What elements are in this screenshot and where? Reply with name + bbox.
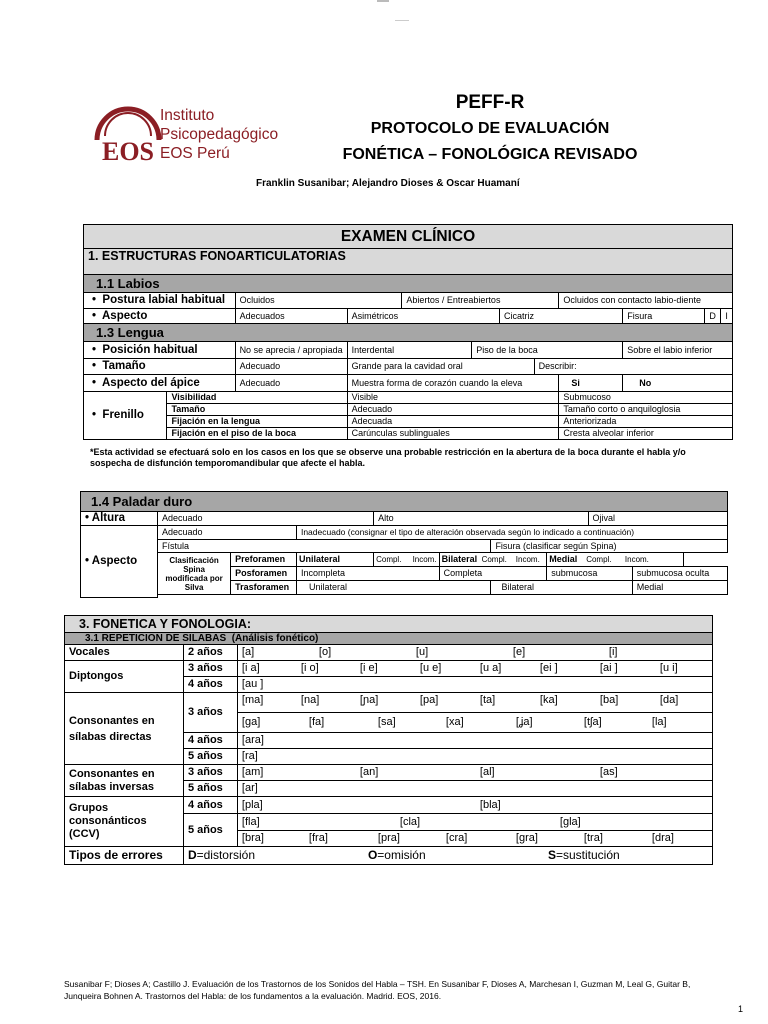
logo-line-2: Psicopedagógico [160,126,279,143]
logo-line-1: Instituto [160,107,215,124]
preforamen-bi-incom[interactable]: Incom. [515,555,540,564]
paladar-inadecuado[interactable]: Inadecuado (consignar el tipo de alteración observada según lo indicado a continuación) [296,526,727,540]
inversas-items [237,765,712,781]
cons-ma[interactable]: [ma] [241,694,264,706]
paladar-table [80,491,728,598]
apice-no[interactable]: No [623,375,733,392]
error-s [548,849,620,862]
paladar-adecuado[interactable]: Adecuado [158,526,297,540]
dip-au[interactable]: [au ] [237,677,712,693]
tamano-opt-2[interactable]: Grande para la cavidad oral [347,359,534,375]
apice-opt-1[interactable]: Adecuado [235,375,347,392]
posicion-opt-4[interactable]: Sobre el labio inferior [623,342,733,359]
frenillo-row1-label: Visibilidad [167,392,347,404]
exam-title: EXAMEN CLÍNICO [84,225,733,249]
preforamen-uni-compl[interactable]: Compl. [376,555,402,564]
dip-ue[interactable]: [u e] [419,662,442,674]
note-text: *Esta actividad se efectuará solo en los casos en los que se observe una probable restricción en la abertura de la boca durante el habla y/o sospecha de disfunción temporomandibular que afecte el habla. [90,447,686,468]
cons-ba[interactable]: [ba] [599,694,619,706]
inversas-age-2: 5 años [183,781,237,797]
inv-as[interactable]: [as] [599,766,618,778]
diptongos-age-2: 4 años [183,677,237,693]
posicion-opt-2[interactable]: Interdental [347,342,472,359]
grp-fla[interactable]: [fla] [241,815,260,828]
cons-da[interactable]: [da] [659,694,679,706]
labios-title: 1.1 Labios [84,275,733,293]
trasforamen-bilateral[interactable]: Bilateral [491,581,632,595]
doc-subtitle-1: PROTOCOLO DE EVALUACIÓN [370,120,610,137]
cons-na[interactable]: [na] [300,694,320,706]
dip-ua[interactable]: [u a] [479,662,502,674]
altura-label: • Altura [81,512,158,526]
frenillo-row4-opt1[interactable]: Carúnculas sublinguales [347,428,559,440]
vocales-label: Vocales [65,645,184,661]
cons-cha[interactable]: [tʃa] [583,716,602,728]
grp-cra[interactable]: [cra] [445,831,468,844]
preforamen-bi-compl[interactable]: Compl. [481,555,507,564]
dip-ia[interactable]: [i a] [241,662,260,674]
errores-label: Tipos de errores [65,847,184,865]
apice-label: • Aspecto del ápice [84,375,236,392]
vocal-o[interactable]: [o] [318,646,332,658]
cons-ra[interactable]: [ra] [237,749,712,765]
grp-bra[interactable]: [bra] [241,831,264,844]
labios-aspecto-asimetricos[interactable]: Asimétricos [347,309,499,324]
frenillo-row4-opt2[interactable]: Cresta alveolar inferior [559,428,733,440]
grp-tra[interactable]: [tra] [583,831,603,844]
paladar-fisura[interactable]: Fisura (clasificar según Spina) [491,540,728,553]
altura-opt-1[interactable]: Adecuado [158,512,374,526]
preforamen-medial: Medial [549,554,578,564]
directas-items [237,693,712,733]
apice-opt-2[interactable]: Muestra forma de corazón cuando la eleva [347,375,559,392]
frenillo-row3-opt2[interactable]: Anteriorizada [559,416,733,428]
frenillo-row1-opt2[interactable]: Submucoso [559,392,733,404]
labios-aspecto-label: • Aspecto [84,309,236,324]
frenillo-row1-opt1[interactable]: Visible [347,392,559,404]
svg-text:EOS: EOS [101,137,155,166]
trasforamen-unilateral[interactable]: Unilateral [296,581,490,595]
trasforamen-label: Trasforamen [231,581,297,595]
apice-si[interactable]: Si [559,375,623,392]
grp-fra[interactable]: [fra] [308,831,328,844]
paladar-aspecto-label: • Aspecto [81,526,158,598]
fonetica-table [64,615,713,865]
posforamen-label: Posforamen [231,567,297,581]
postura-opt-contacto[interactable]: Ocluidos con contacto labio-diente [559,293,733,309]
labios-aspecto-adecuados[interactable]: Adecuados [235,309,347,324]
cons-pa[interactable]: [pa] [419,694,439,706]
cons-ara[interactable]: [ara] [237,733,712,749]
labios-aspecto-cicatriz[interactable]: Cicatriz [500,309,623,324]
postura-opt-abiertos[interactable]: Abiertos / Entreabiertos [402,293,559,309]
grupos-age-2: 5 años [183,814,237,847]
preforamen-med-compl[interactable]: Compl. [586,555,612,564]
postura-label: • Postura labial habitual [84,293,236,309]
grupos-items-2 [237,814,712,847]
grp-cla[interactable]: [cla] [399,815,421,828]
grp-pla[interactable]: [pla] [241,798,263,811]
diptongos-items [237,661,712,677]
posforamen-completa[interactable]: Completa [439,567,547,581]
page-number: 1 [738,1004,744,1014]
inv-al[interactable]: [al] [479,766,495,778]
altura-opt-2[interactable]: Alto [374,512,588,526]
dip-ie[interactable]: [i e] [359,662,378,674]
fonetica-subtitle-normal: (Análisis fonético) [231,633,319,644]
frenillo-row2-opt1[interactable]: Adecuado [347,404,559,416]
fonetica-title: 3. FONETICA Y FONOLOGIA: [65,616,713,633]
error-d [188,849,255,862]
labios-aspecto-d[interactable]: D [705,309,721,324]
altura-opt-3[interactable]: Ojival [588,512,727,526]
labios-aspecto-i[interactable]: I [721,309,733,324]
grp-dra[interactable]: [dra] [651,831,674,844]
error-s-text: =sustitución [555,847,620,862]
directas-age-1: 3 años [183,693,237,733]
paladar-spacer [158,595,728,598]
posforamen-incompleta[interactable]: Incompleta [296,567,439,581]
vocal-a[interactable]: [a] [241,646,255,658]
cons-sa[interactable]: [sa] [377,716,396,728]
posicion-opt-1[interactable]: No se aprecia / apropiada [235,342,347,359]
directas-age-3: 5 años [183,749,237,765]
inversas-age-1: 3 años [183,765,237,781]
frenillo-row4-label: Fijación en el piso de la boca [167,428,347,440]
cons-nya[interactable]: [ɲa] [359,694,379,706]
frenillo-row2-label: Tamaño [167,404,347,416]
inversas-label: Consonantes en sílabas inversas [65,765,184,797]
vocal-u[interactable]: [u] [415,646,429,658]
tamano-opt-1[interactable]: Adecuado [235,359,347,375]
posforamen-submucosa[interactable]: submucosa [547,567,632,581]
labios-aspecto-fisura[interactable]: Fisura [623,309,705,324]
cons-ya[interactable]: [ʝa] [515,716,533,728]
authors: Franklin Susanibar; Alejandro Dioses & Oscar Huamaní [256,178,520,189]
grp-gra[interactable]: [gra] [515,831,538,844]
grupos-items [237,797,712,814]
top-mark-2 [395,20,409,21]
section1-title: 1. ESTRUCTURAS FONOARTICULATORIAS [84,249,733,275]
directas-label: Consonantes en sílabas directas [65,693,184,765]
top-mark [377,0,389,2]
frenillo-row3-label: Fijación en la lengua [167,416,347,428]
frenillo-label: • Frenillo [84,392,167,440]
doc-title: PEFF-R [455,92,525,113]
vocales-age: 2 años [183,645,237,661]
tamano-label: • Tamaño [84,359,236,375]
cons-fa[interactable]: [fa] [308,716,325,728]
diptongos-label: Diptongos [65,661,184,693]
fonetica-subtitle-bold: 3.1 REPETICION DE SILABAS [85,633,227,644]
postura-opt-ocluidos[interactable]: Ocluidos [235,293,402,309]
preforamen-uni-incom[interactable]: Incom. [412,555,437,564]
frenillo-row3-opt1[interactable]: Adecuada [347,416,559,428]
cons-ka[interactable]: [ka] [539,694,558,706]
examen-clinico-table [83,224,733,440]
error-d-letter: D [187,847,197,862]
preforamen-label: Preforamen [231,553,297,567]
dip-io[interactable]: [i o] [300,662,319,674]
cons-la[interactable]: [la] [651,716,667,728]
error-o-text: =omisión [377,847,426,862]
grp-bla[interactable]: [bla] [479,798,501,811]
error-d-text: =distorsión [196,847,255,862]
trasforamen-medial[interactable]: Medial [632,581,727,595]
vocales-items [237,645,712,661]
doc-subtitle-2: FONÉTICA – FONOLÓGICA REVISADO [342,146,638,163]
cons-xa[interactable]: [xa] [445,716,464,728]
logo-line-3: EOS Perú [160,145,230,162]
posicion-label: • Posición habitual [84,342,236,359]
directas-age-2: 4 años [183,733,237,749]
paladar-fistula[interactable]: Fístula [158,540,491,553]
dip-ei[interactable]: [ei ] [539,662,558,674]
tamano-describir[interactable]: Describir: [534,359,732,375]
errores-items [183,847,712,865]
frenillo-row2-opt2[interactable]: Tamaño corto o anquiloglosia [559,404,733,416]
grp-pra[interactable]: [pra] [377,831,400,844]
inv-an[interactable]: [an] [359,766,379,778]
clasificacion-label: Clasificación Spina modificada por Silva [158,553,231,595]
preforamen-bilateral-cell[interactable] [439,553,547,567]
preforamen-uni-compl-incom[interactable] [374,553,439,567]
lengua-title: 1.3 Lengua [84,324,733,342]
vocal-e[interactable]: [e] [512,646,526,658]
error-o [368,849,426,862]
diptongos-age-1: 3 años [183,661,237,677]
preforamen-bilateral: Bilateral [441,554,478,564]
fonetica-subtitle [65,633,713,645]
dip-ai[interactable]: [ai ] [599,662,618,674]
error-s-letter: S [547,847,556,862]
preforamen-unilateral-group [296,553,373,567]
eos-logo-icon [93,104,163,166]
cons-ga[interactable]: [ga] [241,716,261,728]
grupos-age-1: 4 años [183,797,237,814]
inv-ar[interactable]: [ar] [237,781,712,797]
paladar-title: 1.4 Paladar duro [81,492,728,512]
preforamen-medial-cell[interactable] [547,553,684,567]
preforamen-unilateral: Unilateral [298,554,340,564]
vocal-i[interactable]: [i] [608,646,618,658]
posforamen-submucosa-oculta[interactable]: submucosa oculta [632,567,727,581]
inv-am[interactable]: [am] [241,766,264,778]
error-o-letter: O [367,847,378,862]
grp-gla[interactable]: [gla] [559,815,581,828]
cons-ta[interactable]: [ta] [479,694,496,706]
footer-citation: Susanibar F; Dioses A; Castillo J. Evaluación de los Trastornos de los Sonidos del Habla – TSH. En Susanibar F, Dioses A, Marchesan I, Guzman M, Leal G, Guitar B, Junqueira Bohnen A. Trastornos del Habla: de los fundamentos a la evaluación. Madrid. EOS, 2016. [64,979,691,1001]
posicion-opt-3[interactable]: Piso de la boca [472,342,623,359]
preforamen-med-incom[interactable]: Incom. [624,555,649,564]
dip-ui[interactable]: [u i] [659,662,678,674]
grupos-label: Grupos consonánticos (CCV) [65,797,184,847]
